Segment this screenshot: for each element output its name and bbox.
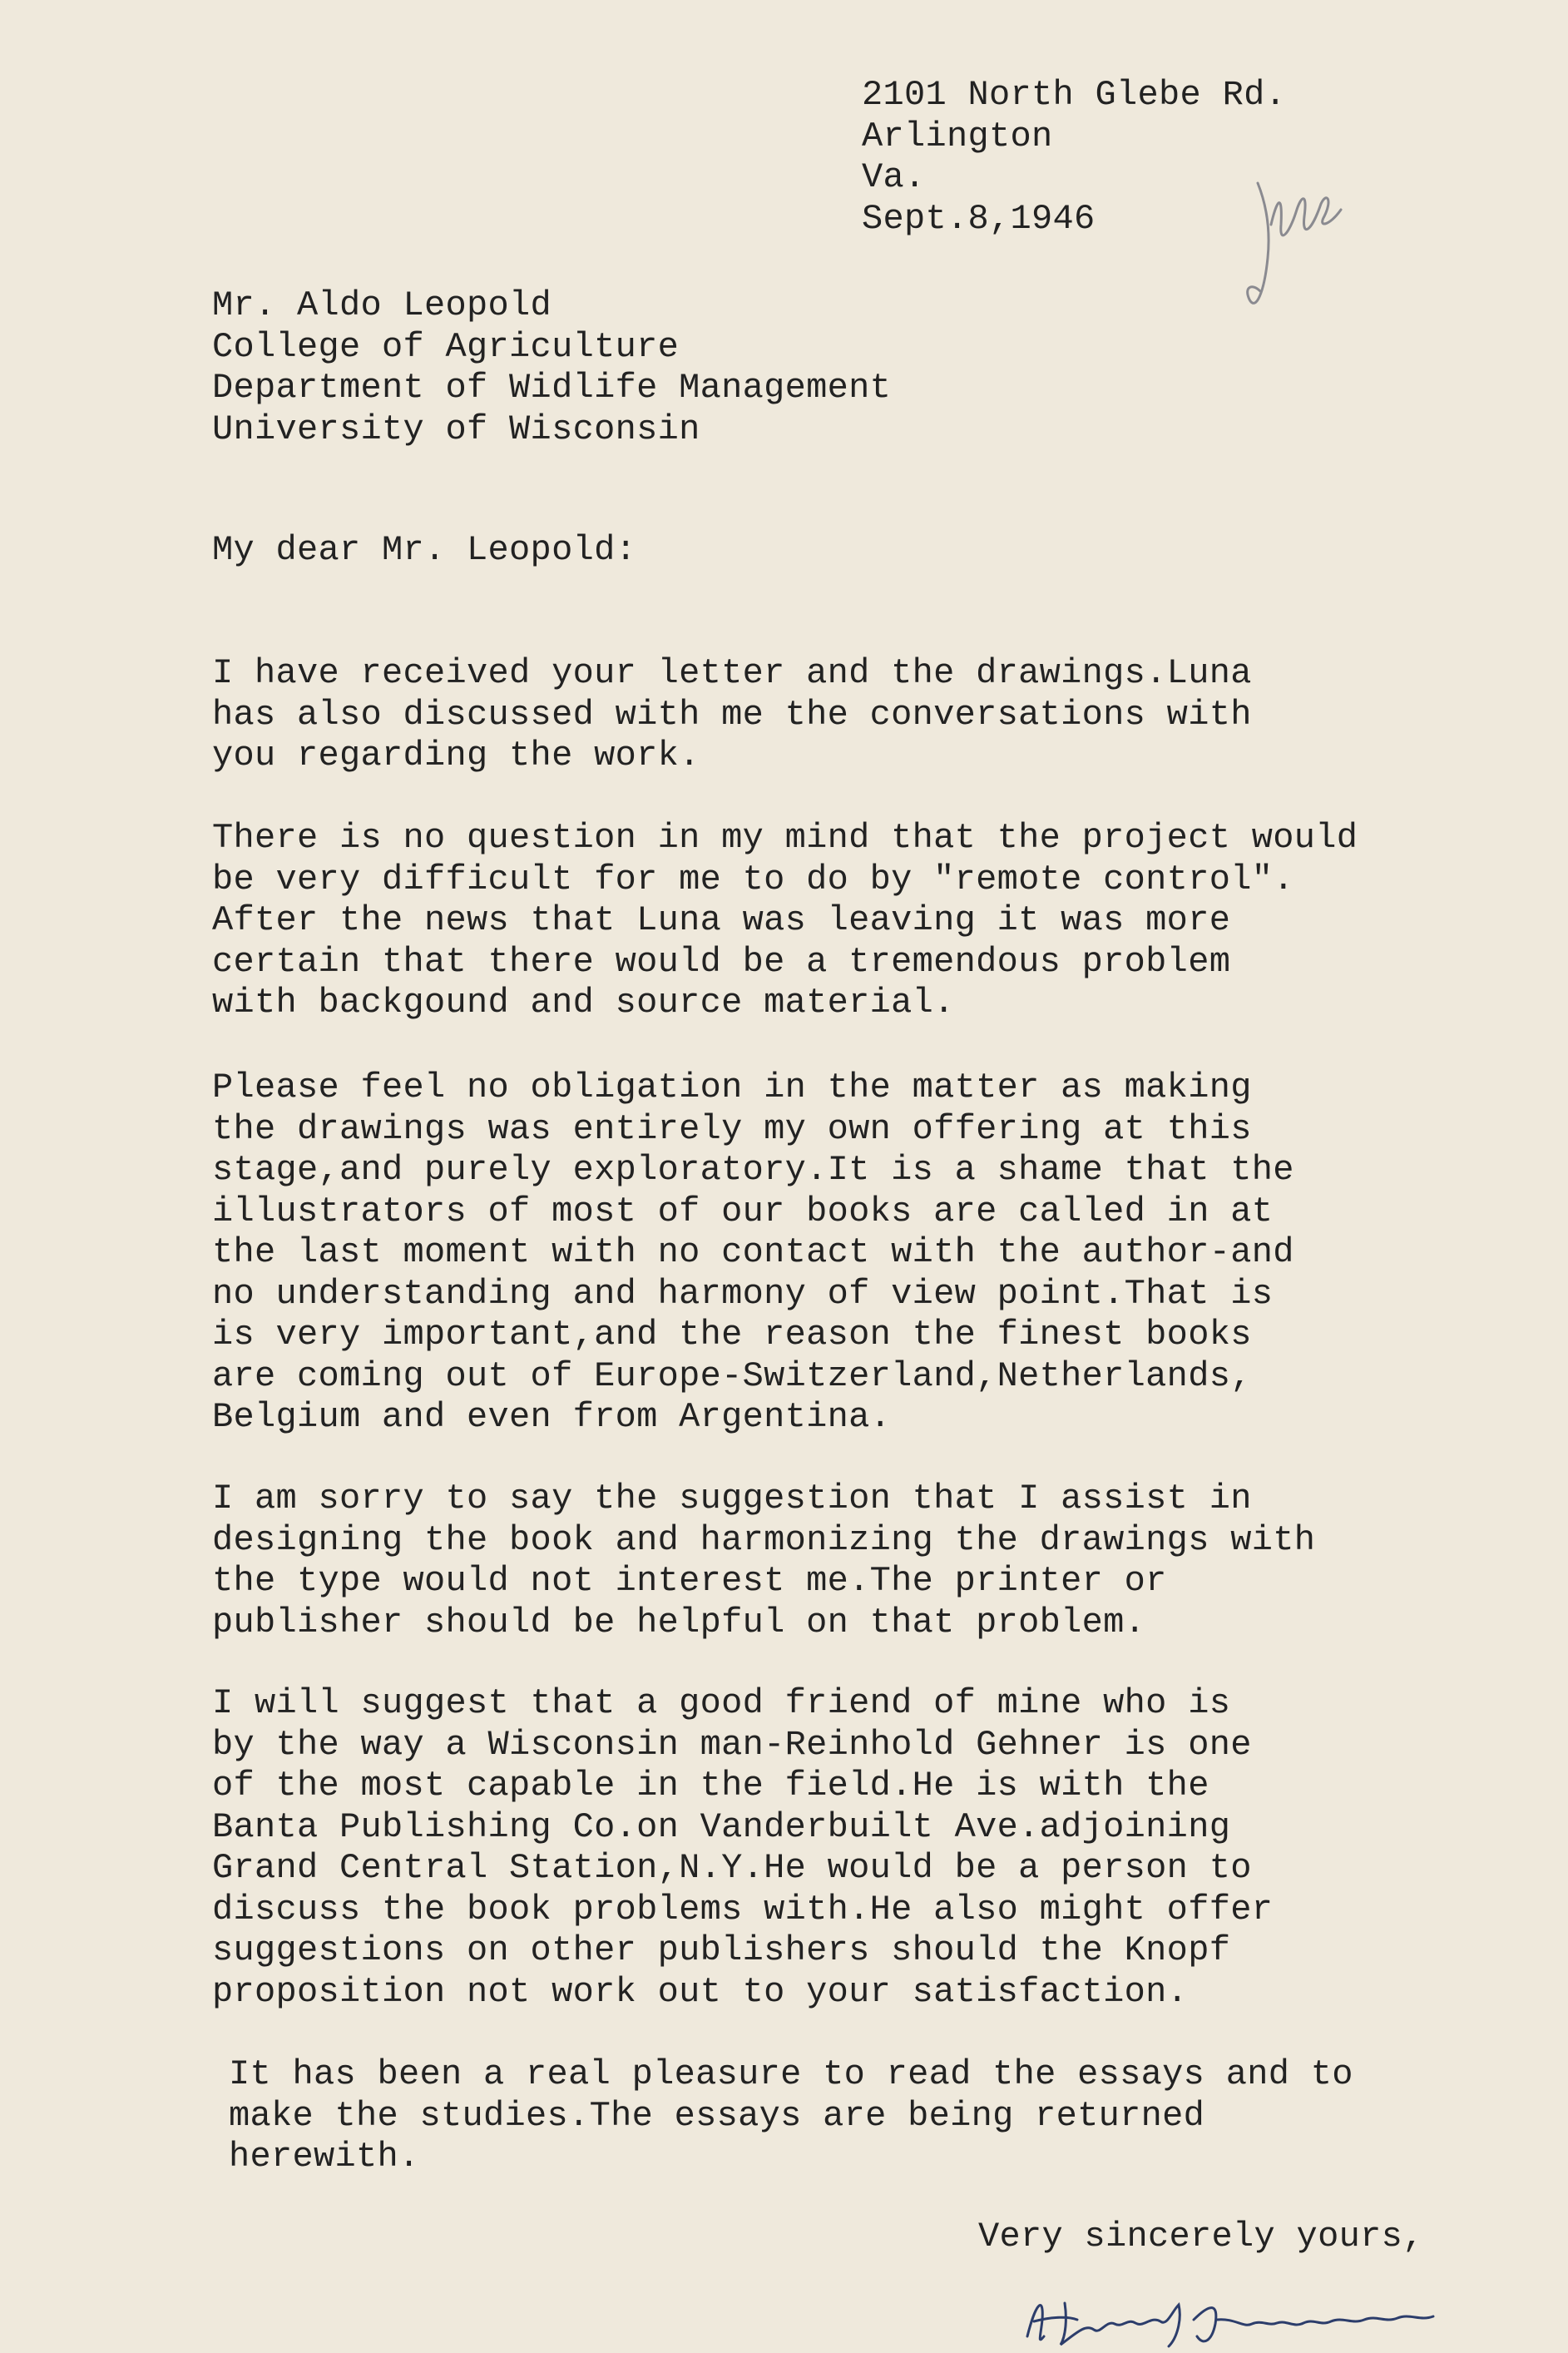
sender-address: 2101 North Glebe Rd. Arlington Va. Sept.8,1946 bbox=[862, 75, 1287, 239]
body-paragraph-6: It has been a real pleasure to read the essays and to make the studies.The essays are being returned herewith. bbox=[229, 2054, 1353, 2177]
recipient-address: Mr. Aldo Leopold College of Agriculture Department of Widlife Management University of Wisconsin bbox=[212, 285, 892, 449]
handwritten-signature bbox=[1019, 2286, 1452, 2350]
body-paragraph-5: I will suggest that a good friend of mine who is by the way a Wisconsin man-Reinhold Gehner is one of the most capable in the field.He is with the Banta Publishing Co.on Vanderbuilt Ave.adjoining Grand Central Station,N.Y.He would be a person to discuss the book problems with.He also might offer suggestions on other publishers should the Knopf proposition not work out to your satisfaction. bbox=[212, 1683, 1274, 2012]
salutation: My dear Mr. Leopold: bbox=[212, 530, 637, 570]
body-paragraph-2: There is no question in my mind that the project would be very difficult for me to do by "remote control". After the news that Luna was leaving it was more certain that there would be a tremendous problem with backgound and source material. bbox=[212, 818, 1358, 1023]
body-paragraph-1: I have received your letter and the drawings.Luna has also discussed with me the conversations with you regarding the work. bbox=[212, 653, 1252, 775]
body-paragraph-3: Please feel no obligation in the matter as making the drawings was entirely my own offering at this stage,and purely exploratory.It is a shame that the illustrators of most of our books are called in at the last moment with no contact with the author-and no understanding and harmony of view point.That is is very important,and the reason the finest books are coming out of Europe-Switzerland,Netherlands, Belgium and even from Argentina. bbox=[212, 1068, 1294, 1437]
body-paragraph-4: I am sorry to say the suggestion that I assist in designing the book and harmonizing the drawings with the type would not interest me.The printer or publisher should be helpful on that problem. bbox=[212, 1479, 1316, 1642]
closing: Very sincerely yours, bbox=[978, 2217, 1424, 2256]
handwritten-initials bbox=[1231, 166, 1356, 333]
